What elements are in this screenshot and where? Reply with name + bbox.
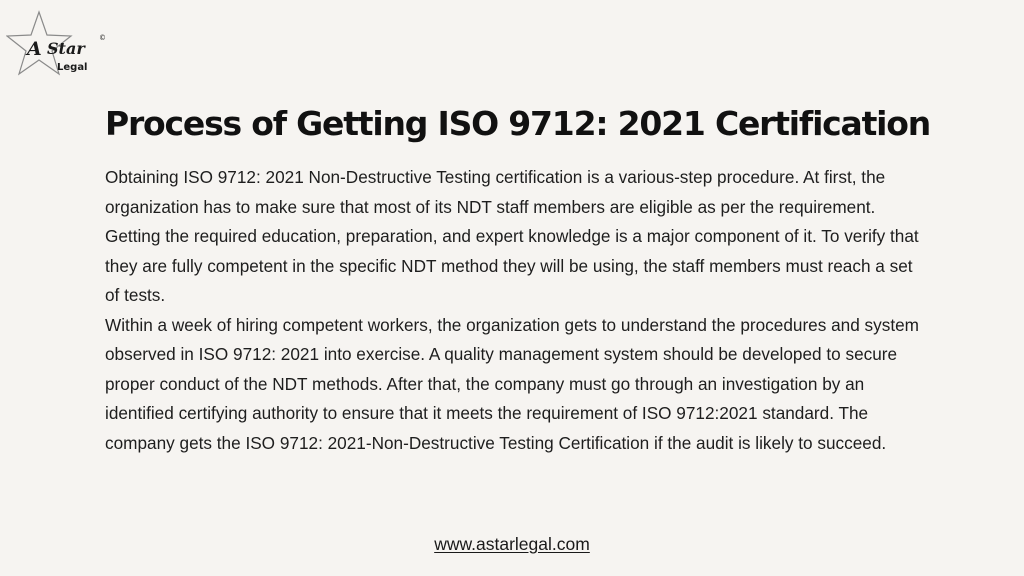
logo-subtitle: Legal: [57, 62, 88, 73]
paragraph-intro: Obtaining ISO 9712: 2021 Non-Destructive Testing certification is a various-step procedure. At first, the organization has to make sure that most of its NDT staff members are eligible as per the requirement. Getting the required education, preparation, and expert knowledge is a major component of it. To verify that they are fully competent in the specific NDT method they will be using, the staff members must reach a set of tests.: [105, 167, 919, 305]
paragraph-process: Within a week of hiring competent workers, the organization gets to understand the procedures and system observed in ISO 9712: 2021 into exercise. A quality management system should be developed to secure proper conduct of the NDT methods. After that, the company must go through an investigation by an identified certifying authority to ensure that it meets the requirement of ISO 9712:2021 standard. The company gets the ISO 9712: 2021-Non-Destructive Testing Certification if the audit is likely to succeed.: [105, 314, 919, 453]
footer: [0, 533, 1024, 555]
star-outline-icon: [6, 10, 110, 78]
logo-copyright-mark: ©: [99, 34, 106, 42]
logo-letter: A: [27, 38, 42, 60]
page-title: Process of Getting ISO 9712: 2021 Certification: [105, 104, 931, 143]
logo-word: Star: [47, 39, 85, 58]
website-link[interactable]: www.astarlegal.com: [434, 534, 590, 554]
astar-legal-logo: [6, 10, 110, 78]
body-text: [105, 163, 920, 458]
